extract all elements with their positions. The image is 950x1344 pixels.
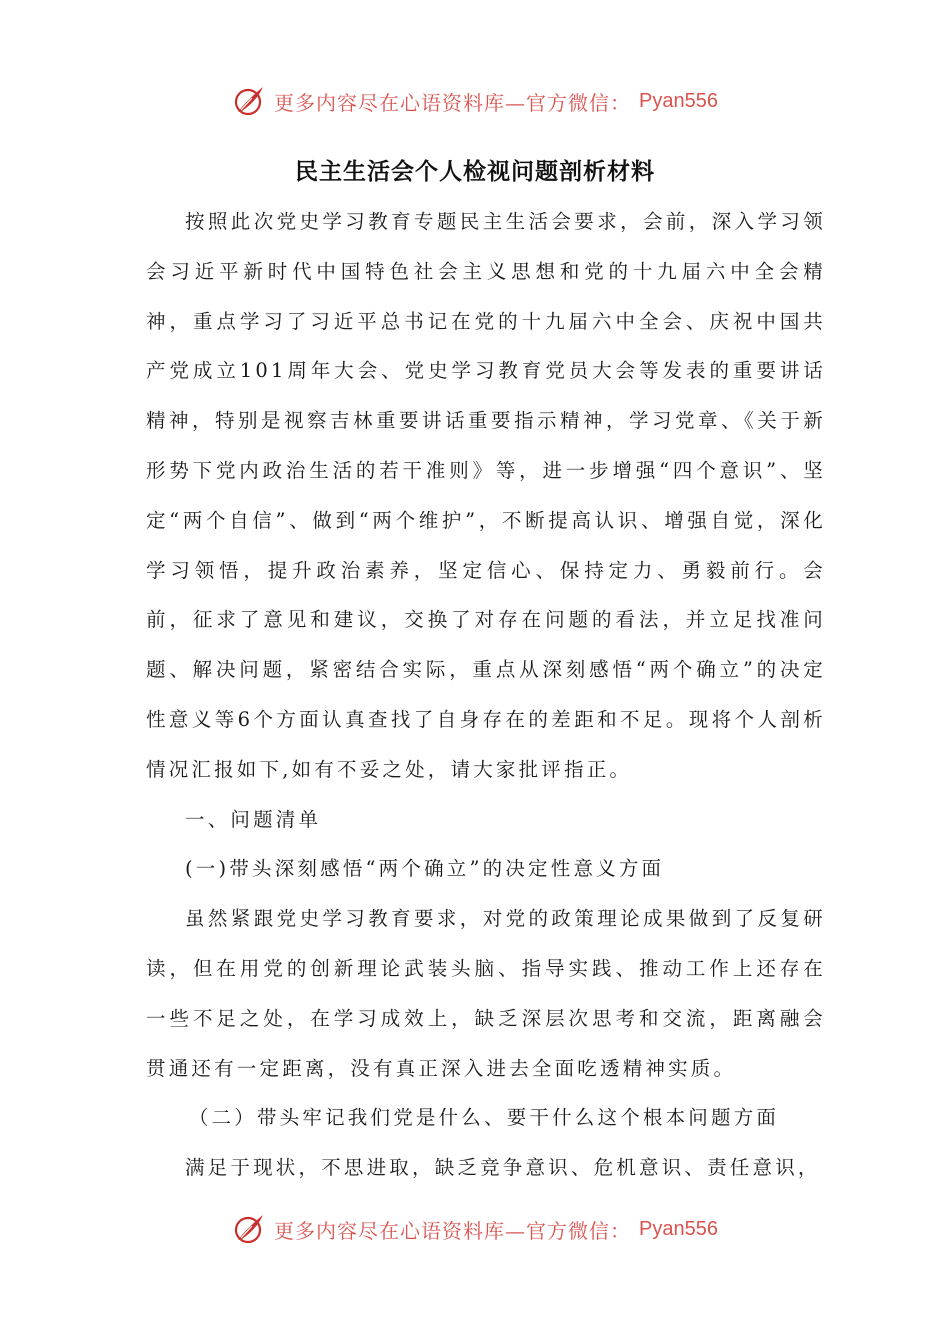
watermark-account: Pyan556	[639, 89, 718, 112]
watermark-account: Pyan556	[639, 1217, 718, 1240]
quill-logo-icon	[232, 84, 266, 118]
document-body	[146, 197, 826, 1193]
watermark-text: 更多内容尽在心语资料库—官方微信：	[274, 1218, 632, 1243]
watermark-bottom	[0, 1212, 950, 1246]
paragraph-body: 满足于现状，不思进取，缺乏竞争意识、危机意识、责任意识，	[185, 1156, 821, 1180]
document-title: 民主生活会个人检视问题剖析材料	[295, 158, 655, 185]
quill-logo-icon	[232, 1212, 266, 1246]
watermark-text: 更多内容尽在心语资料库—官方微信：	[274, 90, 632, 115]
section-heading: 一、问题清单	[185, 807, 322, 831]
paragraph-body: 虽然紧跟党史学习教育要求，对党的政策理论成果做到了反复研读，但在用党的创新理论武装头脑、指导实践、推动工作上还存在一些不足之处，在学习成效上，缺乏深层次思考和交流，距离融会贯通还有一定距离，没有真正深入进去全面吃透精神实质。	[146, 907, 826, 1080]
subsection-heading: (一)带头深刻感悟“两个确立”的决定性意义方面	[185, 857, 665, 881]
paragraph-intro: 按照此次党史学习教育专题民主生活会要求，会前，深入学习领会习近平新时代中国特色社会主义思想和党的十九届六中全会精神，重点学习了习近平总书记在党的十九届六中全会、庆祝中国共产党成立101周年大会、党史学习教育党员大会等发表的重要讲话精神，特别是视察吉林重要讲话重要指示精神，学习党章、《关于新形势下党内政治生活的若干准则》等，进一步增强“四个意识”、坚定“两个自信”、做到“两个维护”，不断提高认识、增强自觉，深化学习领悟，提升政治素养，坚定信心、保持定力、勇毅前行。会前，征求了意见和建议，交换了对存在问题的看法，并立足找准问题、解决问题，紧密结合实际，重点从深刻感悟“两个确立”的决定性意义等6个方面认真查找了自身存在的差距和不足。现将个人剖析情况汇报如下,如有不妥之处，请大家批评指正。	[146, 210, 826, 781]
subsection-heading: （二）带头牢记我们党是什么、要干什么这个根本问题方面	[188, 1106, 780, 1130]
watermark-top	[0, 84, 950, 118]
